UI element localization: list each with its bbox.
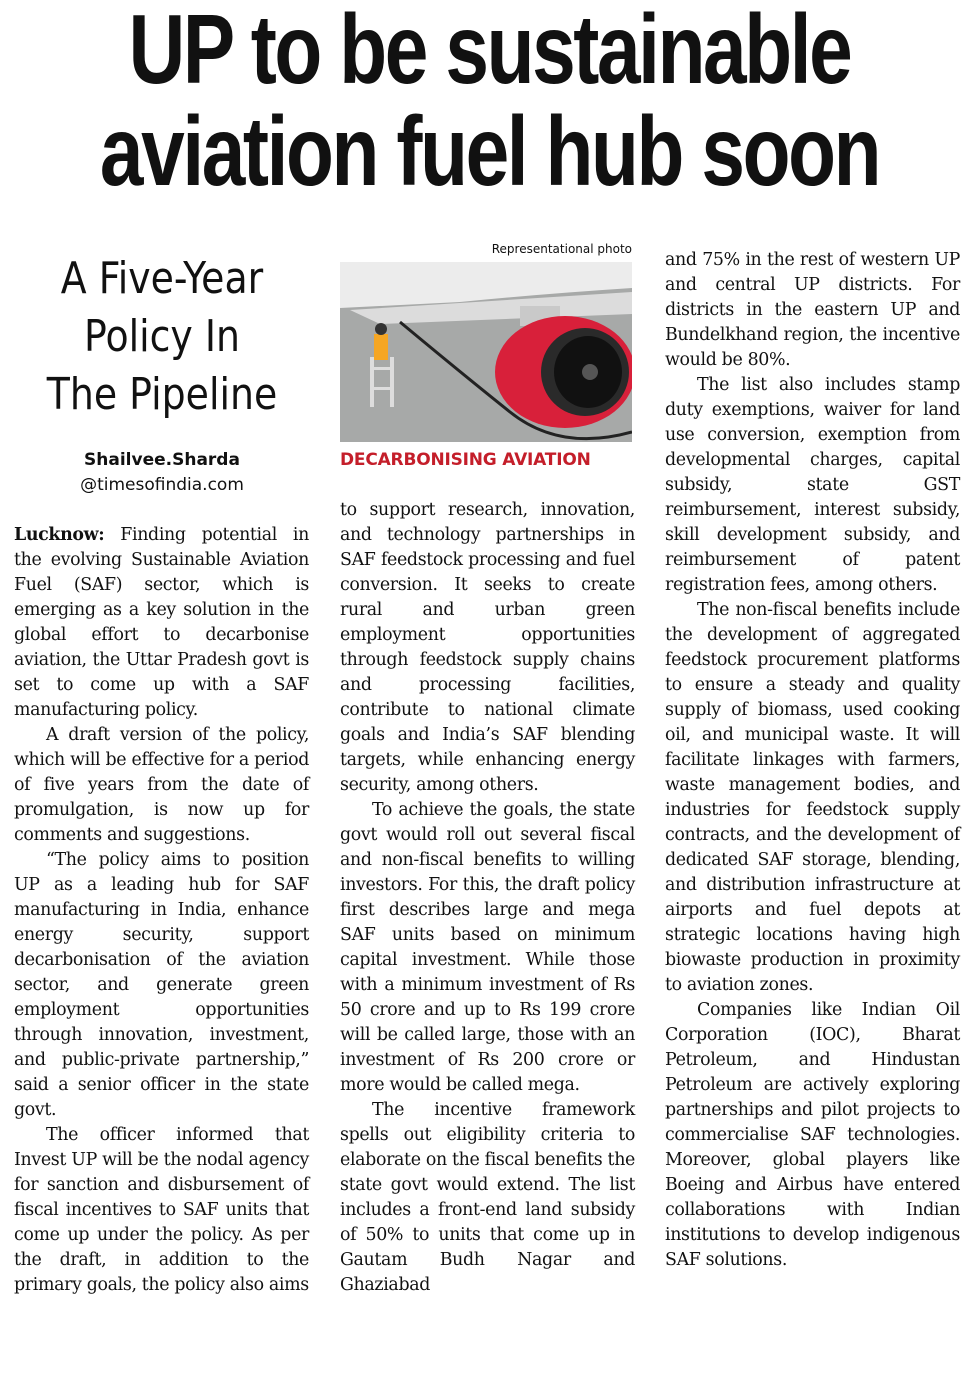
worker-head [375, 323, 387, 335]
paragraph-7: The incentive framework spells out eligibility criteria to elaborate on the fiscal benefits the state govt would extend. The list includes a front-end land subsidy of 50% to units that come up in Gautam Budh Nagar and Ghaziabad [340, 1100, 635, 1295]
worker-vest [374, 334, 388, 360]
kicker-line-2: Policy In [83, 311, 241, 362]
paragraph-11: Companies like Indian Oil Corporation (IOC), Bharat Petroleum, and Hindustan Petroleum are actively exploring partnerships and pilot projects to commercialise SAF technologies. Moreover, global players like Boeing and Airbus have entered collaborations with Indian institutions to develop indigenous SAF solutions. [665, 1000, 960, 1270]
headline-line-1: UP to be sustainable [128, 0, 851, 104]
paragraph-2: A draft version of the policy, which will be effective for a period of five years from the date of promulgation, is now up for comments and suggestions. [14, 725, 309, 845]
engine-spinner [582, 364, 598, 380]
article-column-1 [14, 523, 309, 1298]
author-handle: @timesofindia.com [80, 475, 244, 495]
kicker-line-1: A Five-Year [60, 253, 264, 304]
photo-caption: DECARBONISING AVIATION [340, 450, 591, 470]
photo-credit: Representational photo [491, 242, 632, 256]
paragraph-5: to support research, innovation, and technology partnerships in SAF feedstock processing and fuel conversion. It seeks to create rural and urban green employment opportunities through feedstock supply chains and processing facilities, contribute to national climate goals and India’s SAF blending targets, while enhancing energy security, among others. [340, 500, 635, 795]
ladder-rung [370, 387, 394, 390]
byline [12, 448, 312, 498]
paragraph-1-text: Finding potential in the evolving Sustainable Aviation Fuel (SAF) sector, which is emerging as a key solution in the global effort to decarbonise aviation, the Uttar Pradesh govt is set to come up with a SAF manufacturing policy. [14, 525, 309, 720]
aircraft-refuelling-photo [340, 262, 632, 442]
headline [98, 0, 881, 204]
ladder-rung [370, 367, 394, 370]
paragraph-3: “The policy aims to position UP as a leading hub for SAF manufacturing in India, enhance energy security, support decarbonisation of the aviation sector, and generate green employment opportunities through innovation, investment, and public-private partnership,” said a senior officer in the state govt. [14, 850, 309, 1120]
article-column-3 [665, 248, 960, 1273]
article-column-2 [340, 498, 635, 1298]
ladder-right [390, 357, 394, 407]
author-name: Shailvee.Sharda [84, 450, 240, 470]
kicker-subheadline [33, 250, 291, 424]
kicker-line-3: The Pipeline [46, 369, 278, 420]
paragraph-1 [14, 523, 309, 723]
paragraph-8: and 75% in the rest of western UP and central UP districts. For districts in the eastern UP and Bundelkhand region, the incentive would be 80%. [665, 250, 960, 370]
paragraph-4: The officer informed that Invest UP will be the nodal agency for sanction and disbursement of fiscal incentives to SAF units that come up under the policy. As per the draft, in addition to the primary goals, the policy also aims [14, 1125, 309, 1295]
paragraph-6: To achieve the goals, the state govt would roll out several fiscal and non-fiscal benefits to willing investors. For this, the draft policy first describes large and mega SAF units based on minimum capital investment. While those with a minimum investment of Rs 50 crore and up to Rs 199 crore will be called large, those with an investment of Rs 200 crore or more would be called mega. [340, 800, 635, 1095]
headline-line-2: aviation fuel hub soon [99, 96, 880, 206]
paragraph-10: The non-fiscal benefits include the development of aggregated feedstock procurement platforms to ensure a steady and quality supply of biomass, used cooking oil, and municipal waste. It will facilitate linkages with farmers, waste management bodies, and industries for feedstock supply contracts, and the development of dedicated SAF storage, blending, and distribution infrastructure at airports and fuel depots at strategic locations having high biowaste production in proximity to aviation zones. [665, 600, 960, 995]
aircraft-illustration [340, 262, 632, 442]
dateline: Lucknow: [14, 525, 105, 545]
ladder-left [370, 357, 374, 407]
paragraph-9: The list also includes stamp duty exemptions, waiver for land use conversion, exemption from developmental charges, capital subsidy, state GST reimbursement, interest subsidy, skill development subsidy, and reimbursement of patent registration fees, among others. [665, 375, 960, 595]
